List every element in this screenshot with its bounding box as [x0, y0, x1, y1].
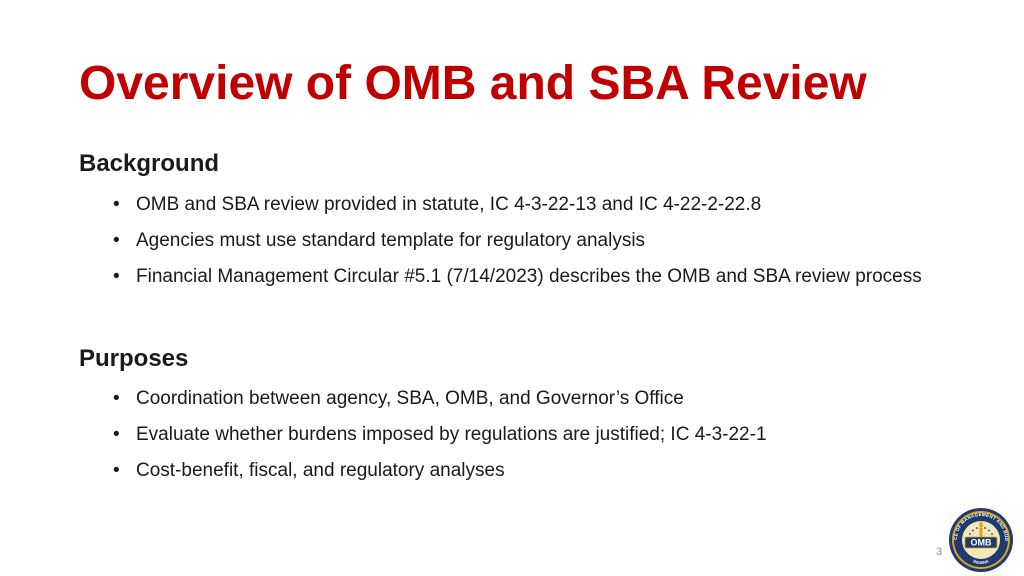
seal-omb-text: OMB — [970, 537, 992, 548]
bullet-item: • Coordination between agency, SBA, OMB, and Governor’s Office — [113, 389, 953, 408]
purposes-bullet-list — [113, 389, 953, 497]
bullet-item: • Agencies must use standard template for regulatory analysis — [113, 231, 953, 250]
background-bullet-list — [113, 195, 953, 303]
bullet-item: • OMB and SBA review provided in statute, IC 4-3-22-13 and IC 4-22-2-22.8 — [113, 195, 953, 214]
bullet-item: • Cost-benefit, fiscal, and regulatory analyses — [113, 461, 953, 480]
slide-title: Overview of OMB and SBA Review — [79, 57, 867, 110]
bullet-item: • Financial Management Circular #5.1 (7/14/2023) describes the OMB and SBA review process — [113, 267, 953, 286]
page-number: 3 — [936, 546, 943, 558]
section-heading-background: Background — [79, 150, 220, 177]
section-heading-purposes: Purposes — [79, 345, 189, 372]
seal-ring-text: CE OF MANAGEMENT AND BUD — [952, 511, 1010, 542]
seal-state-text: INDIANA — [972, 558, 990, 566]
omb-seal-icon — [948, 507, 1014, 573]
bullet-item: • Evaluate whether burdens imposed by regulations are justified; IC 4-3-22-1 — [113, 425, 953, 444]
